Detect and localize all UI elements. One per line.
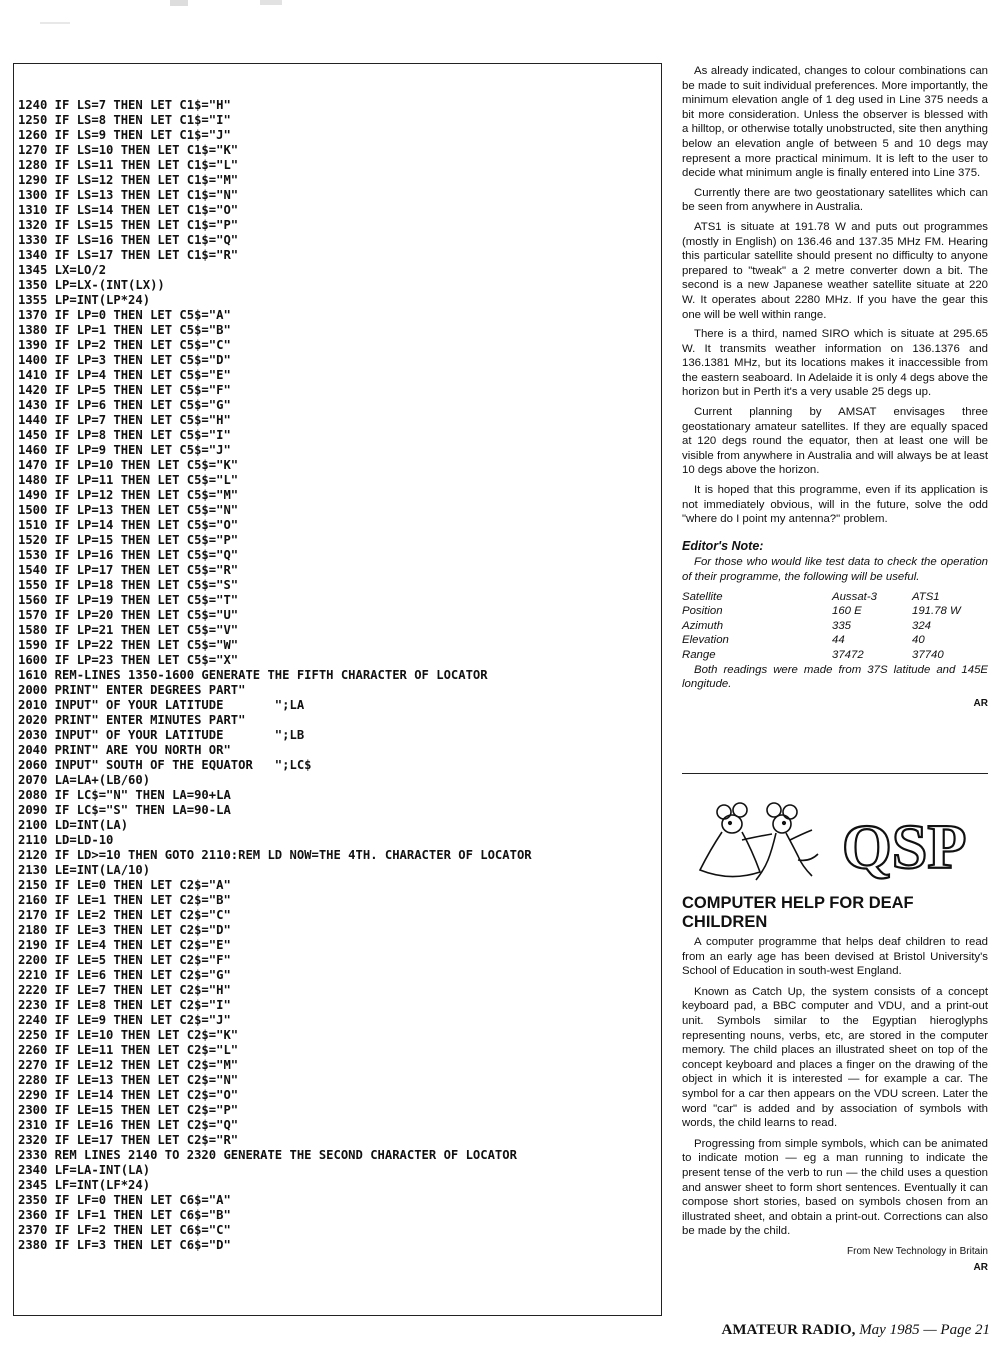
code-line: 2130 LE=INT(LA/10) [18,863,151,877]
code-line: 2340 LF=LA-INT(LA) [18,1163,151,1177]
code-line: 2070 LA=LA+(LB/60) [18,773,151,787]
qsp-article [682,894,988,1276]
table-cell: Aussat-3 [832,590,877,603]
code-line: 2350 IF LF=0 THEN LET C6$="A" [18,1193,231,1207]
code-line: 1350 LP=LX-(INT(LX)) [18,278,165,292]
code-line: 1430 IF LP=6 THEN LET C5$="G" [18,398,231,412]
qsp-heading: COMPUTER HELP FOR DEAF CHILDREN [682,894,914,931]
code-line: 2060 INPUT" SOUTH OF THE EQUATOR ";LC$ [18,758,312,772]
code-line: 2300 IF LE=15 THEN LET C2$="P" [18,1103,239,1117]
code-line: 1560 IF LP=19 THEN LET C5$="T" [18,593,239,607]
table-row [682,633,988,648]
code-line: 2170 IF LE=2 THEN LET C2$="C" [18,908,231,922]
code-line: 2030 INPUT" OF YOUR LATITUDE ";LB [18,728,305,742]
code-line: 2310 IF LE=16 THEN LET C2$="Q" [18,1118,239,1132]
code-line: 1240 IF LS=7 THEN LET C1$="H" [18,98,231,112]
page-footer [722,1322,990,1339]
code-line: 2040 PRINT" ARE YOU NORTH OR" [18,743,231,757]
article-paragraph-6: It is hoped that this programme, even if its application is not immediately obvious, will in the future, solve the odd "where do I point my antenna?" problem. [682,484,988,526]
code-line: 1390 IF LP=2 THEN LET C5$="C" [18,338,231,352]
code-line: 2010 INPUT" OF YOUR LATITUDE ";LA [18,698,305,712]
code-line: 2280 IF LE=13 THEN LET C2$="N" [18,1073,239,1087]
code-line: 2100 LD=INT(LA) [18,818,129,832]
code-line: 2220 IF LE=7 THEN LET C2$="H" [18,983,231,997]
article-paragraph-1: As already indicated, changes to colour combinations can be made to suit individual preferences. More importantly, the minimum elevation angle of 1 deg used in Line 375 needs a bit more consideration. Unless the observer is blessed with a hilltop, or otherwise totally unobstructed, site then anything below an elevation angle of between 5 and 10 degs may represent a more practical minimum. It is left to the user to decide what minimum angle is finally entered into Line 375. [682,65,988,180]
code-line: 1570 IF LP=20 THEN LET C5$="U" [18,608,239,622]
table-cell: 37740 [912,648,944,661]
code-line: 2240 IF LE=9 THEN LET C2$="J" [18,1013,231,1027]
code-line: 2260 IF LE=11 THEN LET C2$="L" [18,1043,239,1057]
table-cell: 44 [832,634,845,647]
qsp-logo-text: QSP [842,811,967,882]
editor-note-footnote: Both readings were made from 37S latitude and 145E longitude. [682,663,988,691]
code-line: 1530 IF LP=16 THEN LET C5$="Q" [18,548,239,562]
article-paragraph-2: Currently there are two geostationary satellites which can be seen from anywhere in Australia. [682,186,988,214]
code-line: 1480 IF LP=11 THEN LET C5$="L" [18,473,239,487]
qsp-lettering [842,811,966,882]
code-line: 1520 IF LP=15 THEN LET C5$="P" [18,533,239,547]
issue-info: May 1985 — Page 21 [859,1322,990,1338]
code-line: 2020 PRINT" ENTER MINUTES PART" [18,713,246,727]
article-paragraph-3: ATS1 is situate at 191.78 W and puts out programmes (mostly in English) on 136.46 and 137.35 MHz FM. Hearing this particular satellite should present no difficulty to anyone prepared to "tweak" a 2 metre converter down a bit. The second is a new Japanese weather satellite situate at 220 W. It operates about 2280 MHz. If you have the gear this one will be well within range. [682,220,988,321]
table-row [682,648,988,663]
table-cell: 160 E [832,605,862,618]
code-line: 1540 IF LP=17 THEN LET C5$="R" [18,563,239,577]
code-line: 1370 IF LP=0 THEN LET C5$="A" [18,308,231,322]
top-scan-artifacts [0,0,1000,30]
qsp-logo [690,790,990,890]
article-paragraph-4: There is a third, named SIRO which is situate at 295.65 W. It transmits weather information on 136.1376 and 136.1381 MHz, but its locations makes it inaccessible from the eastern seaboard. In Adelaide it is only 4 degs above the horizon but in Perth it's a very usable 25 degs up. [682,328,988,399]
code-line: 1590 IF LP=22 THEN LET C5$="W" [18,638,239,652]
code-line: 1460 IF LP=9 THEN LET C5$="J" [18,443,231,457]
section-divider [682,773,988,774]
code-line: 1600 IF LP=23 THEN LET C5$="X" [18,653,239,667]
code-line: 1580 IF LP=21 THEN LET C5$="V" [18,623,239,637]
table-cell: 191.78 W [912,605,961,618]
code-line: 1450 IF LP=8 THEN LET C5$="I" [18,428,231,442]
code-line: 1490 IF LP=12 THEN LET C5$="M" [18,488,239,502]
code-line: 2110 LD=LD-10 [18,833,114,847]
qsp-paragraph-2: Known as Catch Up, the system consists of a concept keyboard pad, a BBC computer and VDU, and a print-out unit. Symbols similar to the Egyptian hieroglyphs representing nouns, verbs, etc, are stored in the computer memory. The child places an illustrated sheet on top of the concept keyboard and places a finger on the drawing of the object in which it is interested — for example a car. The symbol for a car then appears on the VDU screen. Later the word "car" is added and by association of symbols with words, the child learns to read. [682,985,988,1130]
code-line: 2120 IF LD>=10 THEN GOTO 2110:REM LD NOW=THE 4TH. CHARACTER OF LOCATOR [18,848,532,862]
code-line: 1320 IF LS=15 THEN LET C1$="P" [18,218,239,232]
article-paragraph-5: Current planning by AMSAT envisages three geostationary amateur satellites. If they are equally spaced at 120 degs round the equator, then at least one will be visible from anywhere in Australia and will always be at least 10 degs above the horizon. [682,406,988,477]
code-line: 2000 PRINT" ENTER DEGREES PART" [18,683,246,697]
code-line: 1330 IF LS=16 THEN LET C1$="Q" [18,233,239,247]
code-line: 1300 IF LS=13 THEN LET C1$="N" [18,188,239,202]
code-line: 2290 IF LE=14 THEN LET C2$="O" [18,1088,239,1102]
code-line: 1280 IF LS=11 THEN LET C1$="L" [18,158,239,172]
code-line: 1500 IF LP=13 THEN LET C5$="N" [18,503,239,517]
table-row [682,604,988,619]
code-line: 2230 IF LE=8 THEN LET C2$="I" [18,998,231,1012]
table-cell: 40 [912,634,925,647]
code-line: 1550 IF LP=18 THEN LET C5$="S" [18,578,239,592]
code-line: 2200 IF LE=5 THEN LET C2$="F" [18,953,231,967]
table-row [682,590,988,605]
code-line: 1310 IF LS=14 THEN LET C1$="O" [18,203,239,217]
table-cell: Elevation [682,634,729,647]
magazine-name: AMATEUR RADIO, [721,1322,856,1338]
code-line: 2180 IF LE=3 THEN LET C2$="D" [18,923,231,937]
satellite-test-table [682,590,988,663]
qsp-paragraph-3: Progressing from simple symbols, which can be animated to indicate motion — eg a man running to indicate the present tense of the verb to run — the child uses a question and answer sheet to form short sentences. Eventually it can compose short stories, based on symbols chosen from an illustrated sheet, and obtain a print-out. Corrections can also be made by the child. [682,1137,988,1238]
ar-end-mark: AR [973,697,988,709]
table-cell: ATS1 [912,590,940,603]
qsp-paragraph-1: A computer programme that helps deaf children to read from an early age has been devised at Bristol University's School of Education in south-west England. [682,936,988,978]
code-line: 2150 IF LE=0 THEN LET C2$="A" [18,878,231,892]
table-row [682,619,988,634]
code-line: 1410 IF LP=4 THEN LET C5$="E" [18,368,231,382]
code-line: 2370 IF LF=2 THEN LET C6$="C" [18,1223,231,1237]
code-line: 2320 IF LE=17 THEN LET C2$="R" [18,1133,239,1147]
code-line: 2360 IF LF=1 THEN LET C6$="B" [18,1208,231,1222]
code-line: 2250 IF LE=10 THEN LET C2$="K" [18,1028,239,1042]
code-line: 1290 IF LS=12 THEN LET C1$="M" [18,173,239,187]
code-line: 1470 IF LP=10 THEN LET C5$="K" [18,458,239,472]
dancing-mice-icon [700,803,818,880]
code-line: 2330 REM LINES 2140 TO 2320 GENERATE THE SECOND CHARACTER OF LOCATOR [18,1148,517,1162]
code-line: 1440 IF LP=7 THEN LET C5$="H" [18,413,231,427]
code-line: 1400 IF LP=3 THEN LET C5$="D" [18,353,231,367]
code-line: 2210 IF LE=6 THEN LET C2$="G" [18,968,231,982]
code-line: 1260 IF LS=9 THEN LET C1$="J" [18,128,231,142]
code-line: 1270 IF LS=10 THEN LET C1$="K" [18,143,239,157]
code-line: 2090 IF LC$="S" THEN LA=90-LA [18,803,231,817]
code-line: 1340 IF LS=17 THEN LET C1$="R" [18,248,239,262]
table-cell: 324 [912,619,932,632]
table-cell: 37472 [832,648,864,661]
table-cell: Position [682,605,723,618]
qsp-ar-end-mark: AR [973,1262,988,1274]
code-line: 1420 IF LP=5 THEN LET C5$="F" [18,383,231,397]
table-cell: Range [682,648,716,661]
qsp-credit: From New Technology in Britain [847,1245,988,1257]
code-line: 1510 IF LP=14 THEN LET C5$="O" [18,518,239,532]
code-line: 1610 REM-LINES 1350-1600 GENERATE THE FIFTH CHARACTER OF LOCATOR [18,668,488,682]
code-line: 1380 IF LP=1 THEN LET C5$="B" [18,323,231,337]
table-cell: Satellite [682,590,723,603]
code-line: 2190 IF LE=4 THEN LET C2$="E" [18,938,231,952]
code-line: 2270 IF LE=12 THEN LET C2$="M" [18,1058,239,1072]
code-line: 2380 IF LF=3 THEN LET C6$="D" [18,1238,231,1252]
code-line: 2080 IF LC$="N" THEN LA=90+LA [18,788,231,802]
table-cell: Azimuth [682,619,724,632]
editor-note-title: Editor's Note: [682,538,764,553]
code-line: 1345 LX=LO/2 [18,263,107,277]
program-listing [18,98,658,1253]
code-line: 1250 IF LS=8 THEN LET C1$="I" [18,113,231,127]
editor-note-intro: For those who would like test data to check the operation of their programme, the following will be useful. [682,556,988,583]
code-line: 2345 LF=INT(LF*24) [18,1178,151,1192]
table-cell: 335 [832,619,852,632]
code-line: 1355 LP=INT(LP*24) [18,293,151,307]
article-column [682,64,988,711]
code-line: 2160 IF LE=1 THEN LET C2$="B" [18,893,231,907]
